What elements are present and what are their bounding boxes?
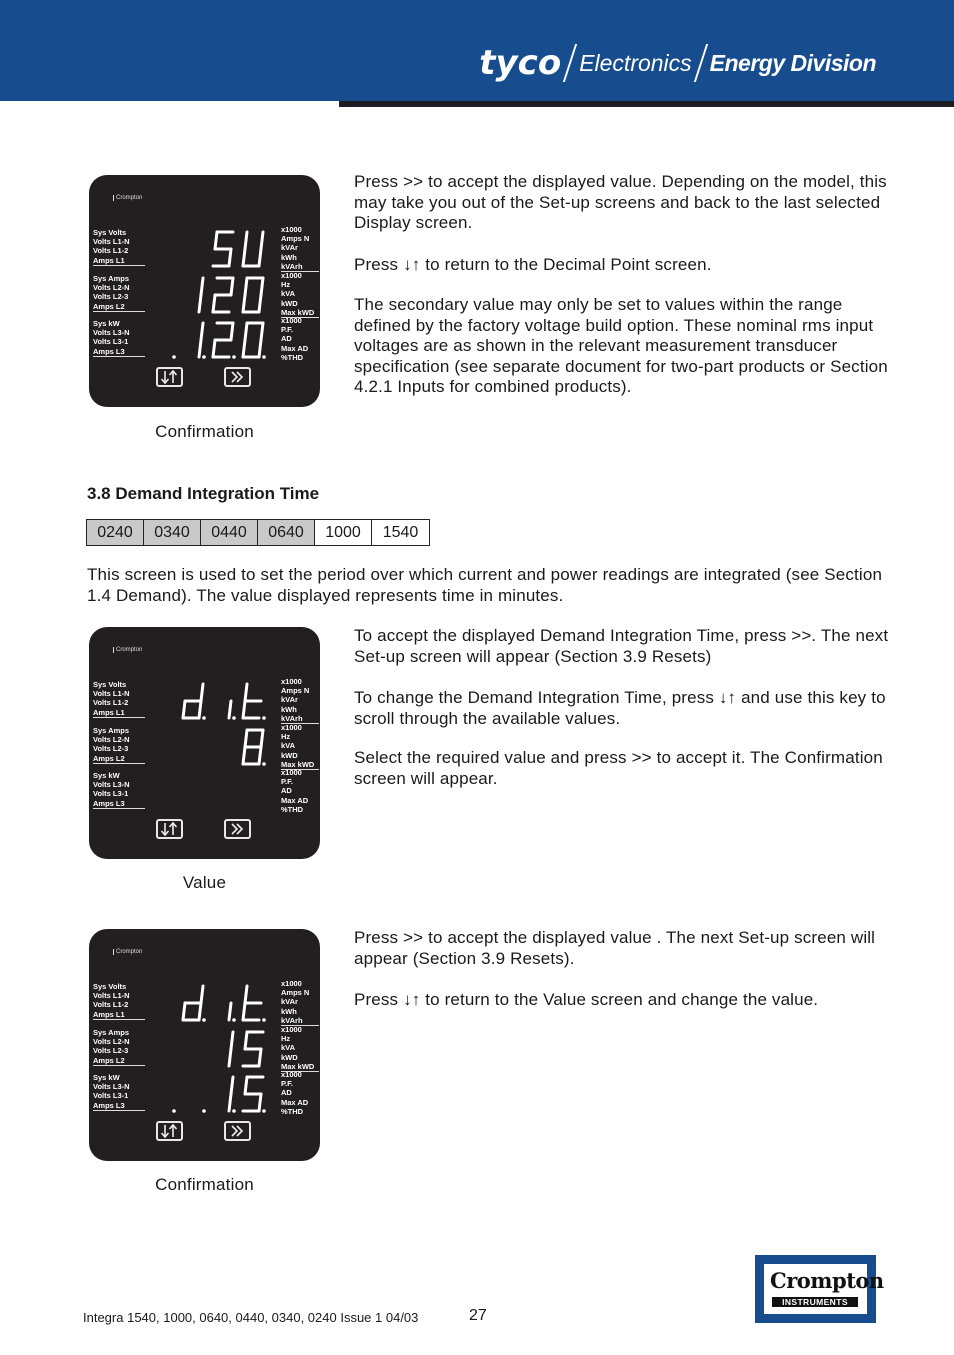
display-segment [229,1094,231,1111]
meter-label: Volts L3-N [93,328,130,338]
meter-label: kWD [281,298,298,308]
meter-label: kVAr [281,243,298,253]
display-segment [261,730,263,747]
meter-label: kWD [281,1052,298,1062]
display-segment [231,1032,233,1049]
display-segment [201,278,203,295]
meter-row-3 [145,316,279,364]
double-chevron-right-icon [226,369,249,385]
up-down-arrows-icon [158,369,181,385]
crompton-logo [755,1255,884,1323]
meter-label: Volts L1-2 [93,1000,129,1010]
meter-label: Amps L3 [93,346,125,356]
display-segment [243,295,245,312]
decimal-point [262,762,266,766]
meter-label: Volts L3-1 [93,337,129,347]
meter-label: Volts L3-N [93,1082,130,1092]
meter-right-labels [281,316,319,362]
meter-label: kVArh [281,713,303,723]
meter-label: Volts L1-N [93,991,130,1001]
meter-label: Sys kW [93,319,120,328]
meter-brand: Crompton [113,949,142,955]
meter-label: x1000 [281,723,302,732]
meter-label: Max AD [281,795,309,805]
meter-label: P.F. [281,1079,293,1089]
paragraph: To change the Demand Integration Time, press ↓↑ and use this key to scroll through the available values. [354,688,886,728]
paragraph: Press ↓↑ to return to the Decimal Point screen. [354,255,712,274]
meter-label: x1000 [281,225,302,234]
display-segment [259,1094,261,1111]
paragraph: Select the required value and press >> to accept it. The Confirmation screen will appear. [354,748,883,788]
model-cell: 1540 [382,524,419,541]
meter-label: Amps N [281,686,310,696]
meter-label: Volts L3-1 [93,1091,129,1101]
section-intro: This screen is used to set the period over which current and power readings are integrated (see Section 1.4 Demand). The value displayed represents time in minutes. [87,565,883,605]
display-segment [245,730,247,747]
page-number: 27 [469,1307,487,1324]
meter-display [89,627,320,859]
meter-label: Max kWD [281,307,315,317]
meter-label: x1000 [281,979,302,988]
caption-confirmation-2: Confirmation [155,1175,254,1194]
up-down-button[interactable] [156,1121,183,1141]
meter-row-2 [145,1025,279,1073]
meter-label: Volts L2-N [93,735,130,745]
meter-label: kWh [281,704,297,714]
section-heading: 3.8 Demand Integration Time [87,484,320,503]
display-segment [259,340,261,357]
decimal-point [202,716,206,720]
meter-row-1 [145,225,279,273]
display-segment [243,701,245,718]
display-segment [261,323,263,340]
meter-label: x1000 [281,271,302,280]
meter-left-labels [93,726,145,764]
meter-label: P.F. [281,325,293,335]
display-segment [231,323,233,340]
meter-label: x1000 [281,1025,302,1034]
logo-electronics: Electronics [579,49,692,76]
decimal-point [172,355,176,359]
display-segment [259,249,261,266]
meter-label: AD [281,334,292,344]
meter-label: Volts L2-N [93,283,130,293]
meter-label: Max kWD [281,759,315,769]
decimal-point [262,716,266,720]
up-down-button[interactable] [156,367,183,387]
display-segment [201,323,203,340]
meter-label: Amps L2 [93,753,125,763]
meter-left-labels [93,1028,145,1066]
meter-label: Volts L1-2 [93,246,129,256]
decimal-point [232,716,236,720]
decimal-point [262,1109,266,1113]
meter-label: kVArh [281,261,303,271]
meter-row-3 [145,1070,279,1118]
display-segment [229,1003,231,1020]
display-segment [183,1003,185,1020]
decimal-point [232,1109,236,1113]
meter-label: Volts L2-3 [93,292,129,302]
meter-left-labels [93,319,145,357]
display-segment [243,249,245,266]
next-button[interactable] [224,819,251,839]
meter-label: Amps L1 [93,707,125,717]
decimal-point [202,1018,206,1022]
footer-text: Integra 1540, 1000, 0640, 0440, 0340, 0240 Issue 1 04/03 [83,1310,419,1325]
meter-label: Volts L2-3 [93,1046,129,1056]
caption-confirmation-1: Confirmation [155,422,254,441]
meter-label: kWD [281,750,298,760]
meter-label: Volts L1-N [93,237,130,247]
meter-label: Sys Volts [93,680,127,689]
paragraph: To accept the displayed Demand Integration Time, press >>. The next Set-up screen will appear (Section 3.9 Resets) [354,626,889,666]
meter-label: kVA [281,1043,296,1053]
crompton-instruments: INSTRUMENTS [772,1297,858,1307]
meter-label: Volts L2-3 [93,744,129,754]
display-segment [245,323,247,340]
logo-energy-division: Energy Division [709,49,876,76]
meter-left-labels [93,274,145,312]
display-segment [245,278,247,295]
decimal-point [232,1018,236,1022]
up-down-arrows-icon [158,1123,181,1139]
meter-label: Hz [281,732,291,742]
meter-label: kVAr [281,997,298,1007]
display-segment [259,747,261,764]
meter-row-2 [145,723,279,771]
meter-row-2 [145,271,279,319]
meter-label: kVA [281,741,296,751]
meter-row-1 [145,677,279,725]
display-segment [215,232,217,249]
meter-label: Sys Volts [93,982,127,991]
display-segment [231,278,233,295]
display-segment [213,295,215,312]
meter-label: kVA [281,289,296,299]
meter-label: Volts L2-N [93,1037,130,1047]
meter-label: %THD [281,1106,304,1116]
meter-row-1 [145,979,279,1027]
double-chevron-right-icon [226,821,249,837]
meter-left-labels [93,771,145,809]
meter-label: Volts L1-N [93,689,130,699]
meter-label: kWh [281,252,297,262]
caption-value: Value [182,873,227,892]
decimal-point [172,1109,176,1113]
display-segment [201,684,203,701]
meter-label: Volts L3-N [93,780,130,790]
display-segment [199,701,201,718]
display-segment [201,986,203,1003]
meter-label: x1000 [281,316,302,325]
display-segment [245,1032,247,1049]
display-segment [261,278,263,295]
logo-tyco: tyco [479,43,562,83]
meter-label: AD [281,1088,292,1098]
meter-label: Sys Amps [93,274,129,283]
meter-right-labels [281,1070,319,1116]
display-segment [245,986,247,1003]
model-cell: 0240 [87,520,144,545]
meter-brand: Crompton [113,195,142,201]
meter-label: Amps L1 [93,255,125,265]
meter-right-labels [281,723,319,770]
paragraph: Press >> to accept the displayed value. Depending on the model, this may take you out of the Set-up screens and back to the last selected Display screen. [354,172,887,233]
meter-label: Max kWD [281,1061,315,1071]
meter-label: kWh [281,1006,297,1016]
meter-label: x1000 [281,677,302,686]
meter-right-labels [281,271,319,318]
display-segment [183,701,185,718]
meter-right-labels [281,979,319,1026]
display-segment [199,295,201,312]
meter-brand: Crompton [113,647,142,653]
meter-label: Amps L2 [93,1055,125,1065]
meter-display [89,929,320,1161]
meter-label: Sys kW [93,1073,120,1082]
decimal-point [262,1018,266,1022]
meter-label: Volts L1-2 [93,698,129,708]
meter-left-labels [93,228,145,266]
decimal-point [202,1109,206,1113]
meter-label: kVArh [281,1015,303,1025]
display-segment [245,684,247,701]
logo-separator [563,44,577,82]
display-segment [261,232,263,249]
meter-label: x1000 [281,768,302,777]
next-button[interactable] [224,1121,251,1141]
meter-label: Sys Amps [93,1028,129,1037]
up-down-button[interactable] [156,819,183,839]
decimal-point [202,355,206,359]
up-down-arrows-icon [158,821,181,837]
model-cell: 0440 [201,520,258,545]
meter-label: Amps L3 [93,1100,125,1110]
meter-label: Amps L2 [93,301,125,311]
display-segment [245,1077,247,1094]
display-segment [229,701,231,718]
model-applicability-table [86,519,430,546]
meter-right-labels [281,677,319,724]
meter-label: Sys Amps [93,726,129,735]
meter-label: Amps L3 [93,798,125,808]
tyco-logo [479,40,876,86]
meter-row-3 [145,768,279,816]
meter-label: Hz [281,280,291,290]
meter-label: Hz [281,1034,291,1044]
meter-label: Max AD [281,343,309,353]
meter-label: Amps N [281,234,310,244]
meter-label: x1000 [281,1070,302,1079]
display-segment [259,295,261,312]
meter-label: AD [281,786,292,796]
display-segment [243,340,245,357]
meter-label: Sys Volts [93,228,127,237]
meter-left-labels [93,1073,145,1111]
meter-display [89,175,320,407]
crompton-name: Crompton [770,1268,884,1293]
display-segment [231,1077,233,1094]
display-segment [245,232,247,249]
decimal-point [232,355,236,359]
model-cell: 0340 [144,520,201,545]
meter-label: %THD [281,352,304,362]
display-segment [243,747,245,764]
meter-left-labels [93,982,145,1020]
display-segment [213,340,215,357]
meter-label: Sys kW [93,771,120,780]
meter-label: Amps L1 [93,1009,125,1019]
meter-right-labels [281,225,319,272]
display-segment [229,249,231,266]
meter-label: P.F. [281,777,293,787]
meter-right-labels [281,1025,319,1072]
model-cell: 0640 [258,520,315,545]
meter-label: %THD [281,804,304,814]
display-segment [229,1049,231,1066]
logo-separator [693,44,707,82]
paragraph: The secondary value may only be set to values within the range defined by the factory voltage build option. These nominal rms input voltages are as shown in the relevant measurement transducer specification (see separate document for two-part products or Section 4.2.1 Inputs for combined products). [354,295,888,397]
paragraph: Press >> to accept the displayed value . The next Set-up screen will appear (Section 3.9 Resets). [354,928,876,968]
decimal-point [262,355,266,359]
paragraph: Press ↓↑ to return to the Value screen and change the value. [354,990,819,1009]
header-strip [339,101,954,107]
meter-label: Max AD [281,1097,309,1107]
display-segment [199,1003,201,1020]
meter-left-labels [93,680,145,718]
meter-label: Amps N [281,988,310,998]
meter-right-labels [281,768,319,814]
meter-label: Volts L3-1 [93,789,129,799]
model-cell: 1000 [315,520,372,545]
double-chevron-right-icon [226,1123,249,1139]
next-button[interactable] [224,367,251,387]
meter-label: kVAr [281,695,298,705]
display-segment [259,1049,261,1066]
display-segment [243,1003,245,1020]
display-segment [199,340,201,357]
